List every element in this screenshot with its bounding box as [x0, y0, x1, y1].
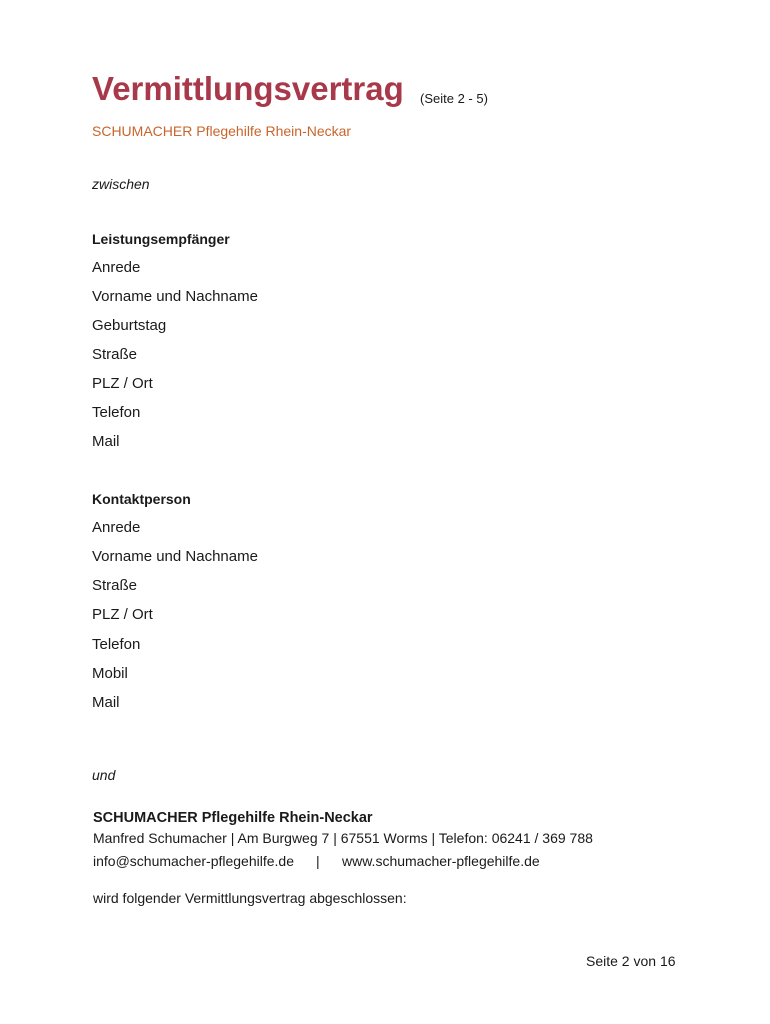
company-website-link[interactable]: www.schumacher-pflegehilfe.de: [342, 853, 540, 869]
contact-field-street: Straße: [92, 577, 138, 594]
and-label: und: [92, 767, 116, 783]
company-subtitle: SCHUMACHER Pflegehilfe Rhein-Neckar: [92, 123, 352, 139]
company-name: SCHUMACHER Pflegehilfe Rhein-Neckar: [93, 810, 373, 826]
contact-field-mobile: Mobil: [92, 665, 128, 682]
page-number: Seite 2 von 16: [586, 953, 676, 969]
contact-field-phone: Telefon: [92, 636, 141, 653]
document-title: Vermittlungsvertrag: [92, 70, 404, 107]
contact-separator: |: [316, 853, 320, 869]
agreement-statement: wird folgender Vermittlungsvertrag abgeschlossen:: [93, 890, 407, 906]
recipient-field-birthday: Geburtstag: [92, 317, 167, 334]
recipient-field-mail: Mail: [92, 433, 120, 450]
recipient-heading: Leistungsempfänger: [92, 231, 230, 247]
contact-field-name: Vorname und Nachname: [92, 548, 258, 565]
recipient-field-name: Vorname und Nachname: [92, 288, 258, 305]
recipient-field-city: PLZ / Ort: [92, 375, 153, 392]
between-label: zwischen: [92, 176, 150, 192]
contact-heading: Kontaktperson: [92, 491, 191, 507]
recipient-field-phone: Telefon: [92, 404, 141, 421]
company-address: Manfred Schumacher | Am Burgweg 7 | 67551 Worms | Telefon: 06241 / 369 788: [93, 830, 593, 846]
page-range: (Seite 2 - 5): [420, 91, 488, 106]
contact-field-mail: Mail: [92, 694, 120, 711]
contact-field-city: PLZ / Ort: [92, 606, 153, 623]
company-email-link[interactable]: info@schumacher-pflegehilfe.de: [93, 853, 294, 869]
contact-field-salutation: Anrede: [92, 519, 141, 536]
recipient-field-street: Straße: [92, 346, 138, 363]
recipient-field-salutation: Anrede: [92, 259, 141, 276]
